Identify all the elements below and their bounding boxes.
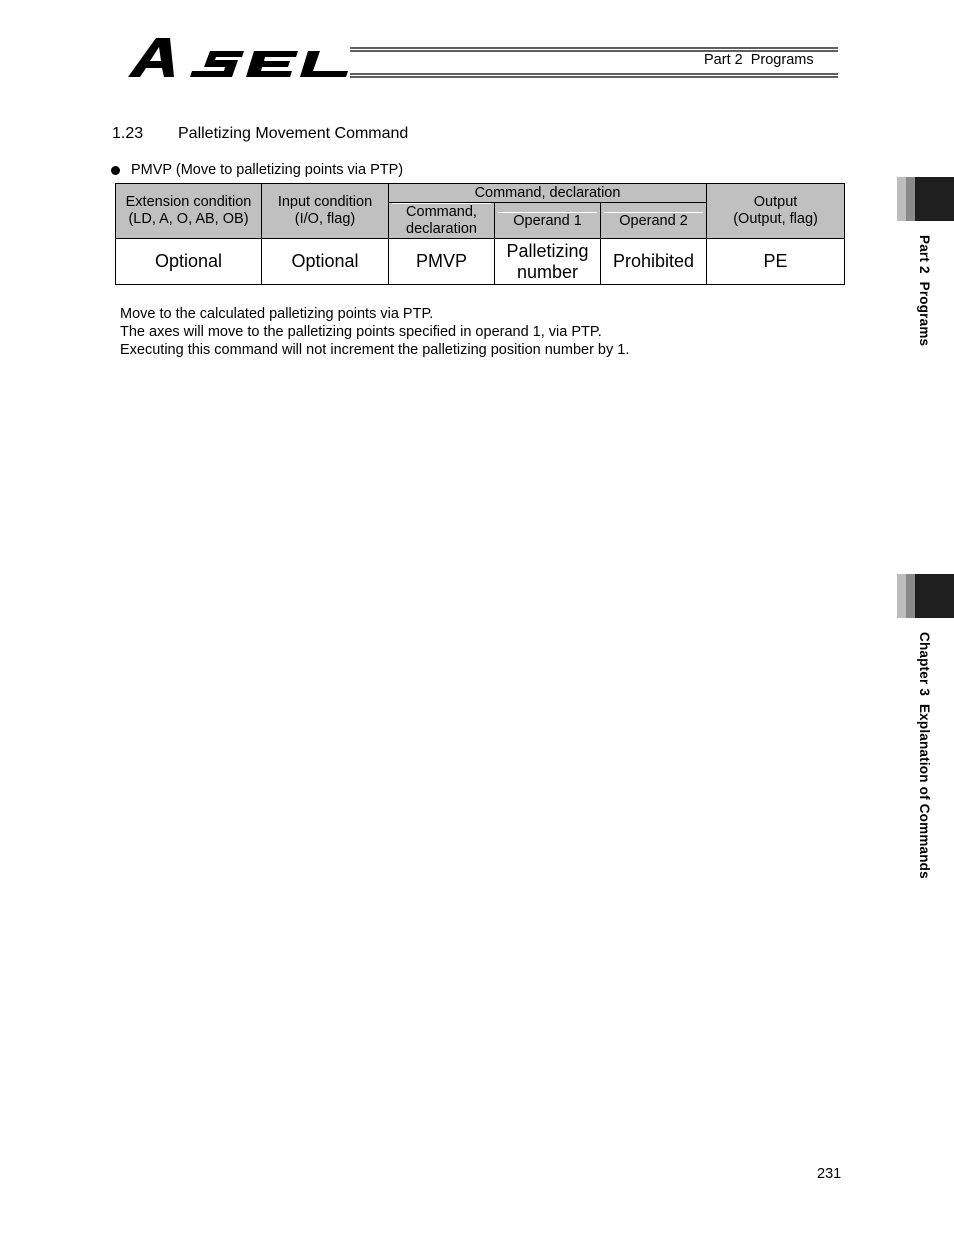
description-line: Move to the calculated palletizing points via PTP. <box>120 306 434 322</box>
page-number: 231 <box>817 1166 842 1182</box>
side-label-part: Part 2 Programs <box>917 235 932 347</box>
header-output: Output (Output, flag) <box>707 184 845 239</box>
command-bullet-text: PMVP (Move to palletizing points via PTP) <box>131 162 404 178</box>
header-command-group: Command, declaration <box>389 184 707 203</box>
description-line: The axes will move to the palletizing points specified in operand 1, via PTP. <box>120 324 602 340</box>
cell-output: PE <box>707 239 845 285</box>
description <box>120 305 629 359</box>
section-title <box>112 125 408 143</box>
section-number: 1.23 <box>112 125 144 142</box>
header-operand1: Operand 1 <box>495 203 601 239</box>
header-command: Command, declaration <box>389 203 495 239</box>
asel-logo <box>126 34 356 80</box>
section-title-text: Palletizing Movement Command <box>178 125 409 142</box>
side-tab-chapter <box>897 574 954 618</box>
header-input-condition: Input condition (I/O, flag) <box>262 184 389 239</box>
header-operand2: Operand 2 <box>601 203 707 239</box>
header-extension-condition: Extension condition (LD, A, O, AB, OB) <box>116 184 262 239</box>
side-tab-part <box>897 177 954 221</box>
cell-extension-condition: Optional <box>116 239 262 285</box>
side-label-chapter: Chapter 3 Explanation of Commands <box>917 632 932 879</box>
cell-operand2: Prohibited <box>601 239 707 285</box>
header-part-label: Part 2 Programs <box>704 52 814 68</box>
description-line: Executing this command will not increment the palletizing position number by 1. <box>120 342 630 358</box>
cell-command: PMVP <box>389 239 495 285</box>
command-table <box>115 183 845 285</box>
cell-input-condition: Optional <box>262 239 389 285</box>
cell-operand1: Palletizing number <box>495 239 601 285</box>
command-bullet <box>111 162 403 178</box>
bullet-icon <box>111 166 120 175</box>
